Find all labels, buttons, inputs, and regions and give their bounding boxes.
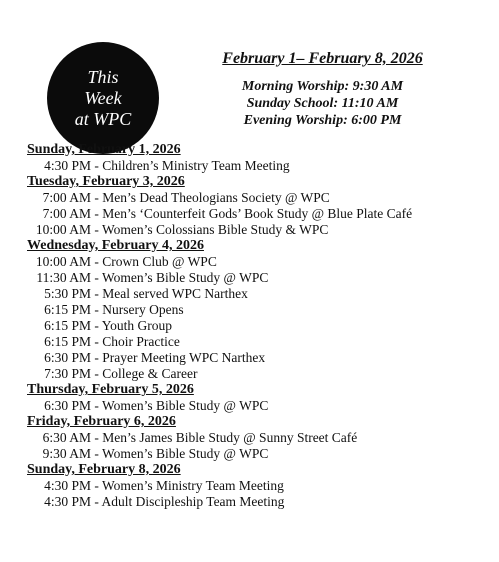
event-description: Women’s Bible Study @ WPC — [102, 270, 269, 285]
event-row — [27, 190, 487, 206]
event-time: 10:00 AM — [35, 222, 91, 237]
event-time: 5:30 PM — [44, 286, 91, 301]
day-heading: Thursday, February 5, 2026 — [27, 382, 194, 397]
badge-line: at WPC — [74, 108, 132, 129]
event-time: 6:15 PM — [44, 318, 91, 333]
event-description: Women’s Bible Study @ WPC — [102, 398, 269, 413]
event-time: 11:30 AM — [36, 270, 91, 285]
event-row — [27, 270, 487, 286]
separator: - — [91, 318, 102, 333]
event-time: 6:15 PM — [44, 302, 91, 317]
event-description: Nursery Opens — [102, 302, 184, 317]
separator: - — [91, 494, 102, 509]
separator: - — [91, 478, 103, 493]
event-description: Men’s ‘Counterfeit Gods’ Book Study @ Blue Plate Café — [102, 206, 413, 221]
day-heading: Friday, February 6, 2026 — [27, 414, 176, 429]
event-description: Prayer Meeting WPC Narthex — [102, 350, 266, 365]
separator: - — [91, 430, 103, 445]
event-row — [27, 398, 487, 414]
event-description: Choir Practice — [102, 334, 180, 349]
event-time: 6:30 PM — [44, 398, 91, 413]
event-row — [27, 478, 487, 494]
event-row — [27, 446, 487, 462]
event-time: 7:00 AM — [42, 206, 91, 221]
event-row — [27, 302, 487, 318]
separator: - — [91, 206, 103, 221]
this-week-badge — [47, 42, 159, 154]
badge-line: This — [87, 66, 119, 87]
event-description: College & Career — [102, 366, 198, 381]
service-time: Sunday School: 11:10 AM — [246, 96, 399, 111]
event-description: Children’s Ministry Team Meeting — [102, 158, 290, 173]
event-row — [27, 494, 487, 510]
separator: - — [91, 158, 103, 173]
event-time: 6:30 PM — [44, 350, 91, 365]
day-heading: Wednesday, February 4, 2026 — [27, 238, 204, 253]
event-time: 10:00 AM — [35, 254, 91, 269]
separator: - — [91, 398, 103, 413]
event-row — [27, 206, 487, 222]
event-description: Adult Discipleship Team Meeting — [101, 494, 285, 509]
day-heading: Sunday, February 1, 2026 — [27, 142, 181, 157]
event-row — [27, 222, 487, 238]
separator: - — [91, 254, 103, 269]
event-row — [27, 318, 487, 334]
event-time: 7:00 AM — [42, 190, 91, 205]
event-time: 6:30 AM — [42, 430, 91, 445]
service-time: Evening Worship: 6:00 PM — [243, 113, 402, 128]
separator: - — [91, 350, 103, 365]
badge-line: Week — [84, 87, 122, 108]
separator: - — [91, 190, 103, 205]
separator: - — [91, 366, 103, 381]
separator: - — [91, 446, 103, 461]
separator: - — [91, 334, 103, 349]
event-row — [27, 158, 487, 174]
day-heading: Sunday, February 8, 2026 — [27, 462, 181, 477]
event-time: 6:15 PM — [44, 334, 91, 349]
event-time: 4:30 PM — [44, 494, 91, 509]
event-time: 7:30 PM — [44, 366, 91, 381]
service-time: Morning Worship: 9:30 AM — [241, 79, 404, 94]
event-description: Men’s James Bible Study @ Sunny Street Café — [102, 430, 358, 445]
event-description: Women’s Colossians Bible Study & WPC — [102, 222, 329, 237]
event-description: Youth Group — [101, 318, 173, 333]
weekly-schedule — [27, 142, 487, 510]
event-row — [27, 366, 487, 382]
event-description: Meal served WPC Narthex — [102, 286, 248, 301]
event-description: Women’s Ministry Team Meeting — [102, 478, 284, 493]
event-row — [27, 334, 487, 350]
event-row — [27, 350, 487, 366]
date-range-title: February 1– February 8, 2026 — [222, 50, 423, 67]
event-time: 9:30 AM — [42, 446, 91, 461]
event-row — [27, 430, 487, 446]
day-heading: Tuesday, February 3, 2026 — [27, 174, 185, 189]
separator: - — [91, 222, 103, 237]
event-description: Men’s Dead Theologians Society @ WPC — [102, 190, 330, 205]
event-description: Women’s Bible Study @ WPC — [102, 446, 269, 461]
event-time: 4:30 PM — [44, 478, 91, 493]
event-row — [27, 254, 487, 270]
event-row — [27, 286, 487, 302]
event-time: 4:30 PM — [44, 158, 91, 173]
separator: - — [91, 286, 103, 301]
event-description: Crown Club @ WPC — [102, 254, 217, 269]
separator: - — [91, 270, 103, 285]
header — [215, 50, 430, 129]
separator: - — [91, 302, 103, 317]
